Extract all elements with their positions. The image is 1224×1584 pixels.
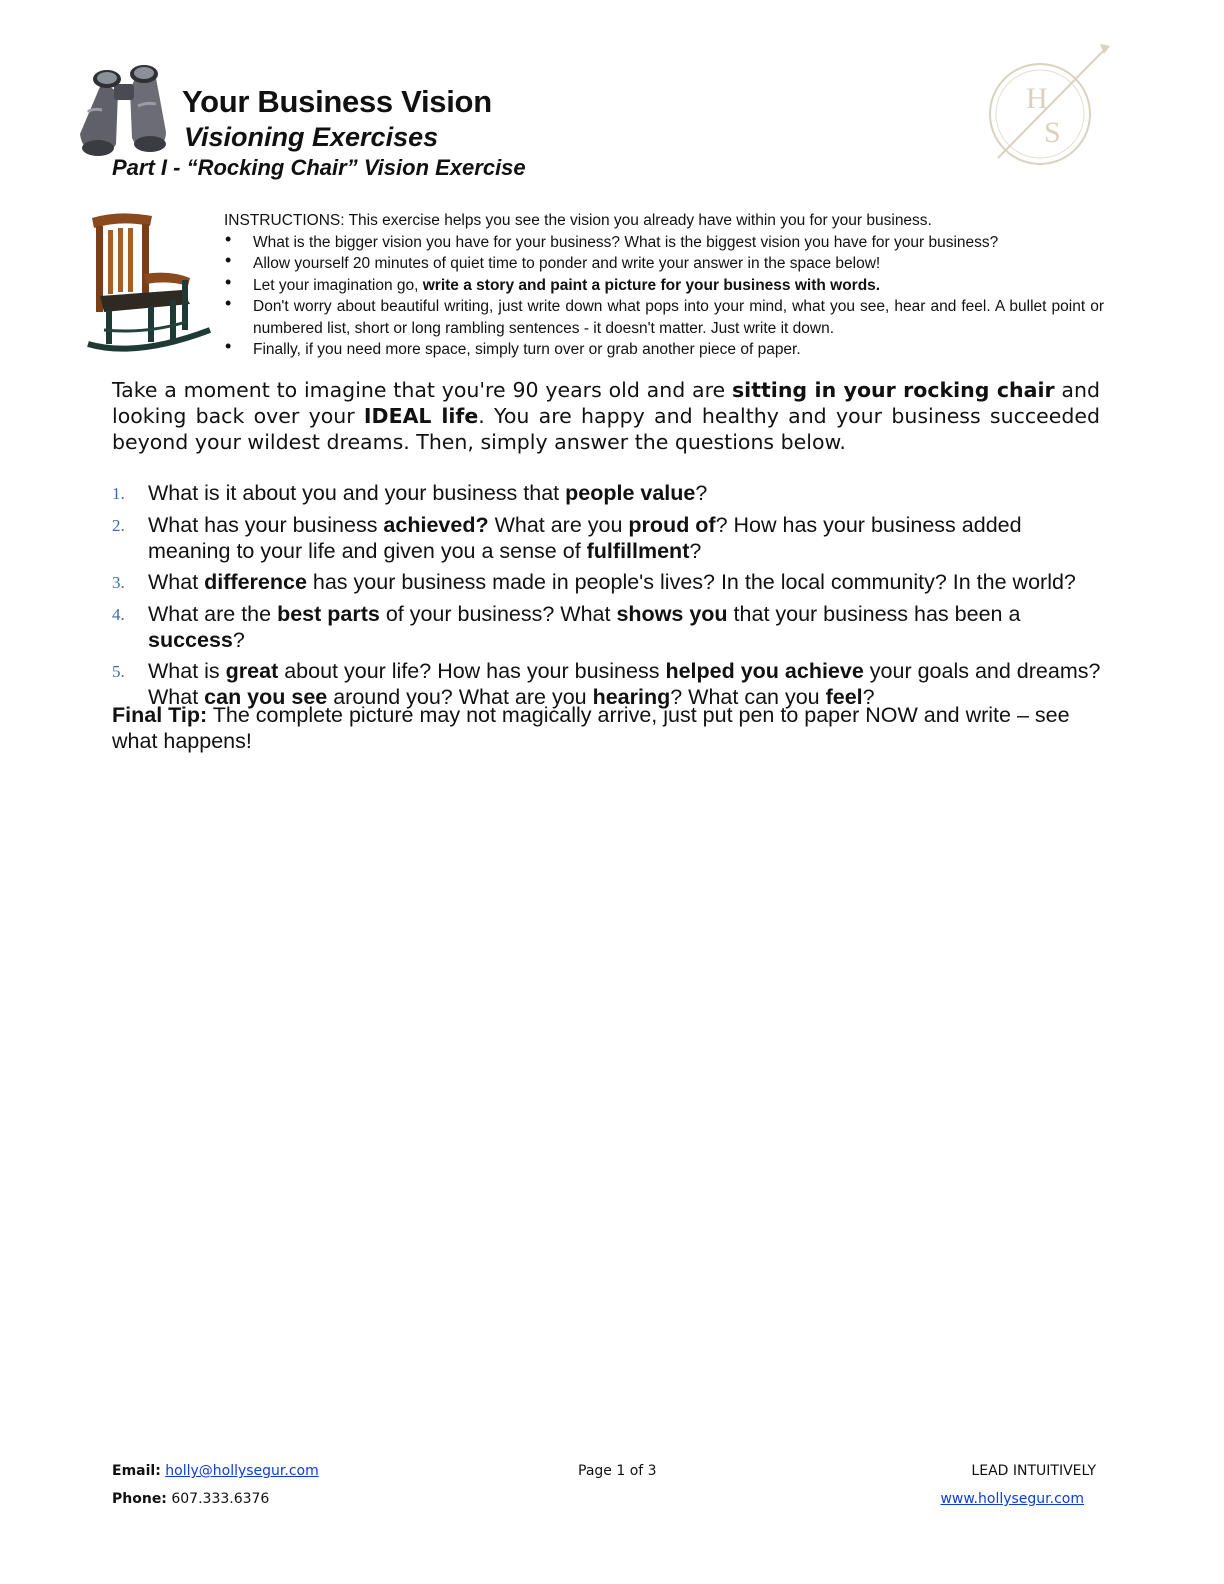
list-item: • Let your imagination go, write a story and paint a picture for your business with words.: [224, 275, 1104, 297]
rocking-chair-icon: [86, 212, 216, 358]
question-item: 2. What has your business achieved? What are you proud of? How has your business added meaning to your life and given you a sense of fulfillment?: [112, 512, 1022, 563]
list-item: • Allow yourself 20 minutes of quiet time to ponder and write your answer in the space below!: [224, 253, 1104, 275]
list-item: • Finally, if you need more space, simply turn over or grab another piece of paper.: [224, 339, 1104, 361]
list-item: • What is the bigger vision you have for your business? What is the biggest vision you have for your business?: [224, 232, 1104, 254]
intro-paragraph: Take a moment to imagine that you're 90 years old and are sitting in your rocking chair and looking back over your IDEAL life. You are happy and healthy and your business succeeded beyond your wildest dreams. Then, simply answer the questions below.: [112, 378, 1100, 454]
question-item: 4. What are the best parts of your business? What shows you that your business has been a success?: [112, 601, 1021, 652]
monogram-letter-s: S: [1044, 116, 1061, 149]
question-number: 2.: [112, 515, 125, 535]
page-number: Page 1 of 3: [578, 1463, 657, 1479]
question-number: 1.: [112, 484, 125, 503]
question-number: 5.: [112, 662, 125, 681]
question-item: 1. What is it about you and your business that people value?: [112, 481, 708, 505]
instructions-block: [224, 210, 1104, 361]
question-number: 3.: [112, 573, 125, 592]
questions-list: [112, 480, 1102, 716]
footer-phone: Phone: 607.333.6376: [112, 1491, 270, 1507]
monogram-letter-h: H: [1026, 82, 1048, 115]
list-item: • Don't worry about beautiful writing, just write down what pops into your mind, what you see, hear and feel. A bullet point or numbered list, short or long rambling sentences - it doesn't matter. Just write it down.: [224, 296, 1104, 339]
section-title: Part I - “Rocking Chair” Vision Exercise: [112, 155, 526, 180]
final-tip: Final Tip: The complete picture may not magically arrive, just put pen to paper NOW and write – see what happens!: [112, 703, 1070, 753]
question-item: 5. What is great about your life? How has your business helped you achieve your goals and dreams? What can you see around you? What are you hearing? What can you feel?: [112, 659, 1101, 709]
question-item: 3. What difference has your business made in people's lives? In the local community? In the world?: [112, 570, 1076, 594]
instructions-list: [224, 232, 1104, 361]
website-link[interactable]: www.hollysegur.com: [940, 1491, 1084, 1507]
footer-website: [940, 1491, 1084, 1507]
instructions-intro: INSTRUCTIONS: This exercise helps you see the vision you already have within you for your business.: [224, 212, 932, 229]
binoculars-icon: [72, 62, 172, 158]
monogram-logo: [978, 40, 1118, 170]
footer-email: Email: holly@hollysegur.com: [112, 1463, 319, 1479]
final-tip-label: Final Tip:: [112, 703, 208, 727]
page-title: Your Business Vision: [182, 84, 492, 119]
page-footer: [112, 1463, 1096, 1523]
footer-tagline: LEAD INTUITIVELY: [971, 1463, 1096, 1479]
email-link[interactable]: holly@hollysegur.com: [165, 1463, 319, 1479]
page-subtitle: Visioning Exercises: [184, 122, 439, 152]
question-number: 4.: [112, 604, 125, 624]
